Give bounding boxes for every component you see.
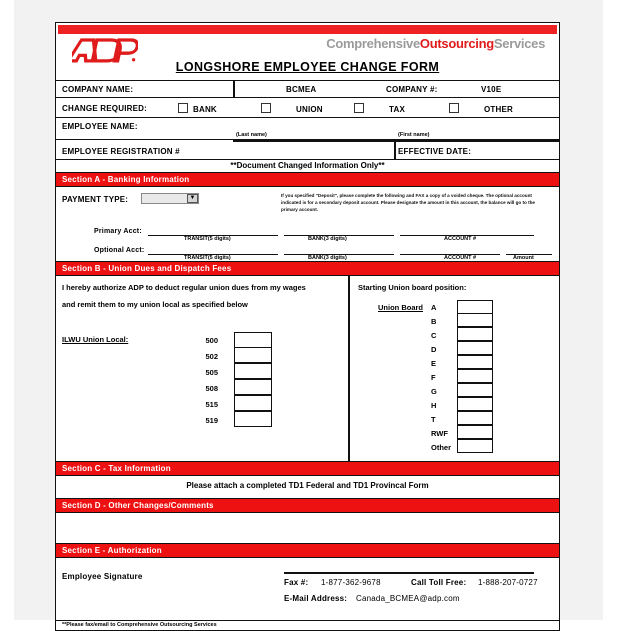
union-board-row bbox=[431, 398, 493, 412]
employee-name-row bbox=[56, 117, 559, 139]
section-b-divider bbox=[348, 276, 350, 461]
union-board-row-label: D bbox=[431, 344, 437, 354]
union-board-row-label: RWF bbox=[431, 428, 448, 438]
ilwu-union-local-label: ILWU Union Local: bbox=[62, 335, 129, 344]
section-d-body[interactable] bbox=[56, 513, 559, 543]
change-option-union[interactable] bbox=[261, 103, 323, 114]
employee-registration-input[interactable] bbox=[236, 144, 386, 156]
union-board-row-label: G bbox=[431, 386, 437, 396]
union-board-input[interactable] bbox=[457, 369, 493, 383]
ilwu-local-number: 508 bbox=[205, 383, 218, 393]
union-board-row bbox=[431, 356, 493, 370]
union-board-row bbox=[431, 384, 493, 398]
section-c-body bbox=[56, 476, 559, 498]
change-option-tax-label: TAX bbox=[389, 105, 406, 114]
union-board-row-label: T bbox=[431, 414, 436, 424]
change-option-union-label: UNION bbox=[296, 105, 323, 114]
ilwu-local-input[interactable] bbox=[234, 395, 272, 411]
section-a-instructions: If you specified "Deposit", please complete the following and FAX a copy of a voided cheque. The optional account indicated is for a secondary deposit account. Please designate the amount in this account, the balance will go to the primary account. bbox=[281, 193, 535, 212]
optional-account-label: Optional Acct: bbox=[94, 247, 145, 254]
union-board-input[interactable] bbox=[457, 300, 493, 314]
union-board-input[interactable] bbox=[457, 383, 493, 397]
last-name-hint: (Last name) bbox=[236, 132, 267, 138]
union-board-input[interactable] bbox=[457, 355, 493, 369]
union-board-row bbox=[431, 314, 493, 328]
union-board-row-label: F bbox=[431, 372, 436, 382]
optional-transit-input[interactable] bbox=[148, 244, 278, 254]
section-b-body bbox=[56, 276, 559, 461]
document-changed-note: **Document Changed Information Only** bbox=[56, 159, 559, 172]
company-name-label: COMPANY NAME: bbox=[62, 85, 134, 94]
registration-divider bbox=[394, 140, 396, 159]
section-c-note: Please attach a completed TD1 Federal and TD1 Provincal Form bbox=[186, 481, 429, 490]
company-row-divider bbox=[233, 81, 235, 97]
union-board-row-label: A bbox=[431, 302, 437, 312]
ilwu-local-input[interactable] bbox=[234, 411, 272, 427]
page-margin-right bbox=[603, 0, 623, 620]
ilwu-local-input[interactable] bbox=[234, 347, 272, 363]
other-comments-input[interactable] bbox=[56, 513, 559, 543]
union-board-row-label: B bbox=[431, 316, 437, 326]
employee-registration-label: EMPLOYEE REGISTRATION # bbox=[62, 147, 180, 156]
ilwu-local-row bbox=[196, 348, 272, 364]
ilwu-local-input[interactable] bbox=[234, 379, 272, 395]
union-board-row-label: H bbox=[431, 400, 437, 410]
toll-free-label: Call Toll Free: bbox=[411, 578, 467, 587]
registration-top-line bbox=[233, 140, 559, 142]
employee-registration-row bbox=[56, 139, 559, 159]
checkbox-union-icon[interactable] bbox=[261, 103, 271, 113]
section-c-heading: Section C - Tax Information bbox=[56, 461, 559, 476]
optional-amount-caption: Amount bbox=[513, 255, 534, 261]
change-required-row bbox=[56, 97, 559, 117]
employee-name-label: EMPLOYEE NAME: bbox=[62, 122, 138, 131]
optional-transit-caption: TRANSIT(5 digits) bbox=[184, 255, 231, 261]
tagline-services: Services bbox=[493, 36, 545, 51]
section-a-body bbox=[56, 187, 559, 261]
form-header bbox=[56, 34, 559, 80]
change-option-bank[interactable] bbox=[178, 103, 217, 114]
union-board-input[interactable] bbox=[457, 425, 493, 439]
union-board-row bbox=[431, 342, 493, 356]
change-option-bank-label: BANK bbox=[193, 105, 217, 114]
union-board-row bbox=[431, 300, 493, 314]
union-board-input[interactable] bbox=[457, 327, 493, 341]
optional-bank-input[interactable] bbox=[284, 244, 394, 254]
ilwu-local-row bbox=[196, 332, 272, 348]
union-board-row bbox=[431, 370, 493, 384]
ilwu-local-input[interactable] bbox=[234, 332, 272, 348]
page-title: LONGSHORE EMPLOYEE CHANGE FORM bbox=[175, 60, 440, 74]
union-board-input[interactable] bbox=[457, 397, 493, 411]
section-a-heading: Section A - Banking Information bbox=[56, 172, 559, 187]
primary-bank-caption: BANK(3 digits) bbox=[308, 236, 347, 242]
union-board-input[interactable] bbox=[457, 411, 493, 425]
fax-value: 1-877-362-9678 bbox=[321, 578, 381, 587]
ilwu-local-row bbox=[196, 364, 272, 380]
union-board-input[interactable] bbox=[457, 439, 493, 453]
effective-date-input[interactable] bbox=[476, 144, 548, 156]
optional-amount-input[interactable] bbox=[506, 244, 552, 254]
section-b-heading: Section B - Union Dues and Dispatch Fees bbox=[56, 261, 559, 276]
email-label: E-Mail Address: bbox=[284, 594, 348, 603]
checkbox-tax-icon[interactable] bbox=[354, 103, 364, 113]
ilwu-local-number: 515 bbox=[205, 399, 218, 409]
checkbox-bank-icon[interactable] bbox=[178, 103, 188, 113]
union-board-list bbox=[431, 300, 493, 454]
ilwu-local-row bbox=[196, 396, 272, 412]
ilwu-local-list bbox=[196, 332, 272, 428]
change-option-other[interactable] bbox=[449, 103, 513, 114]
union-board-row bbox=[431, 412, 493, 426]
primary-transit-input[interactable] bbox=[148, 225, 278, 235]
union-board-row-label: Other bbox=[431, 442, 452, 452]
top-red-bar bbox=[58, 25, 557, 34]
primary-account-caption: ACCOUNT # bbox=[444, 236, 477, 242]
fax-label: Fax #: bbox=[284, 578, 309, 587]
tagline-outsourcing: Outsourcing bbox=[419, 36, 494, 51]
ilwu-local-number: 502 bbox=[205, 351, 218, 361]
starting-board-position-title: Starting Union board position: bbox=[358, 283, 467, 292]
union-board-row-label: C bbox=[431, 330, 437, 340]
optional-account-input[interactable] bbox=[400, 244, 500, 254]
union-board-row bbox=[431, 328, 493, 342]
union-board-row bbox=[431, 440, 493, 454]
union-authorization-line2: and remit them to my union local as specified below bbox=[62, 300, 248, 309]
ilwu-local-input[interactable] bbox=[234, 363, 272, 379]
union-board-row bbox=[431, 426, 493, 440]
primary-account-input[interactable] bbox=[400, 225, 534, 235]
section-e-body bbox=[56, 558, 559, 620]
company-number-value: V10E bbox=[481, 85, 502, 94]
ilwu-local-number: 519 bbox=[205, 415, 218, 425]
union-board-input[interactable] bbox=[457, 313, 493, 327]
ilwu-local-number: 500 bbox=[205, 335, 218, 345]
union-board-row-label: E bbox=[431, 358, 437, 368]
ilwu-local-row bbox=[196, 380, 272, 396]
checkbox-other-icon[interactable] bbox=[449, 103, 459, 113]
change-option-tax[interactable] bbox=[354, 103, 405, 114]
footer-note: **Please fax/email to Comprehensive Outsourcing Services bbox=[56, 620, 559, 630]
signature-line bbox=[284, 572, 534, 574]
union-board-label: Union Board bbox=[378, 303, 423, 312]
employee-signature-input[interactable] bbox=[284, 560, 534, 572]
cos-tagline bbox=[326, 36, 545, 51]
primary-account-label: Primary Acct: bbox=[94, 228, 142, 235]
page-margin-left bbox=[0, 0, 14, 620]
section-d-heading: Section D - Other Changes/Comments bbox=[56, 498, 559, 513]
effective-date-label: EFFECTIVE DATE: bbox=[398, 147, 472, 156]
payment-type-label: PAYMENT TYPE: bbox=[62, 195, 129, 204]
company-number-label: COMPANY #: bbox=[386, 85, 438, 94]
company-name-value: BCMEA bbox=[286, 85, 317, 94]
tagline-comprehensive: Comprehensive bbox=[326, 36, 420, 51]
payment-type-select[interactable] bbox=[141, 193, 199, 204]
optional-account-caption: ACCOUNT # bbox=[444, 255, 477, 261]
ilwu-local-number: 505 bbox=[205, 367, 218, 377]
toll-free-value: 1-888-207-0727 bbox=[478, 578, 538, 587]
union-board-input[interactable] bbox=[457, 341, 493, 355]
longshore-employee-change-form bbox=[55, 22, 560, 631]
ilwu-local-row bbox=[196, 412, 272, 428]
union-authorization-line1: I hereby authorize ADP to deduct regular union dues from my wages bbox=[62, 283, 306, 292]
employee-signature-label: Employee Signature bbox=[62, 572, 143, 581]
primary-transit-caption: TRANSIT(5 digits) bbox=[184, 236, 231, 242]
email-value: Canada_BCMEA@adp.com bbox=[356, 594, 460, 603]
change-required-label: CHANGE REQUIRED: bbox=[62, 104, 147, 113]
change-option-other-label: OTHER bbox=[484, 105, 513, 114]
section-e-heading: Section E - Authorization bbox=[56, 543, 559, 558]
company-row bbox=[56, 80, 559, 97]
chevron-down-icon[interactable]: ▼ bbox=[187, 194, 198, 203]
primary-bank-input[interactable] bbox=[284, 225, 394, 235]
optional-bank-caption: BANK(3 digits) bbox=[308, 255, 347, 261]
first-name-hint: (First name) bbox=[398, 132, 430, 138]
